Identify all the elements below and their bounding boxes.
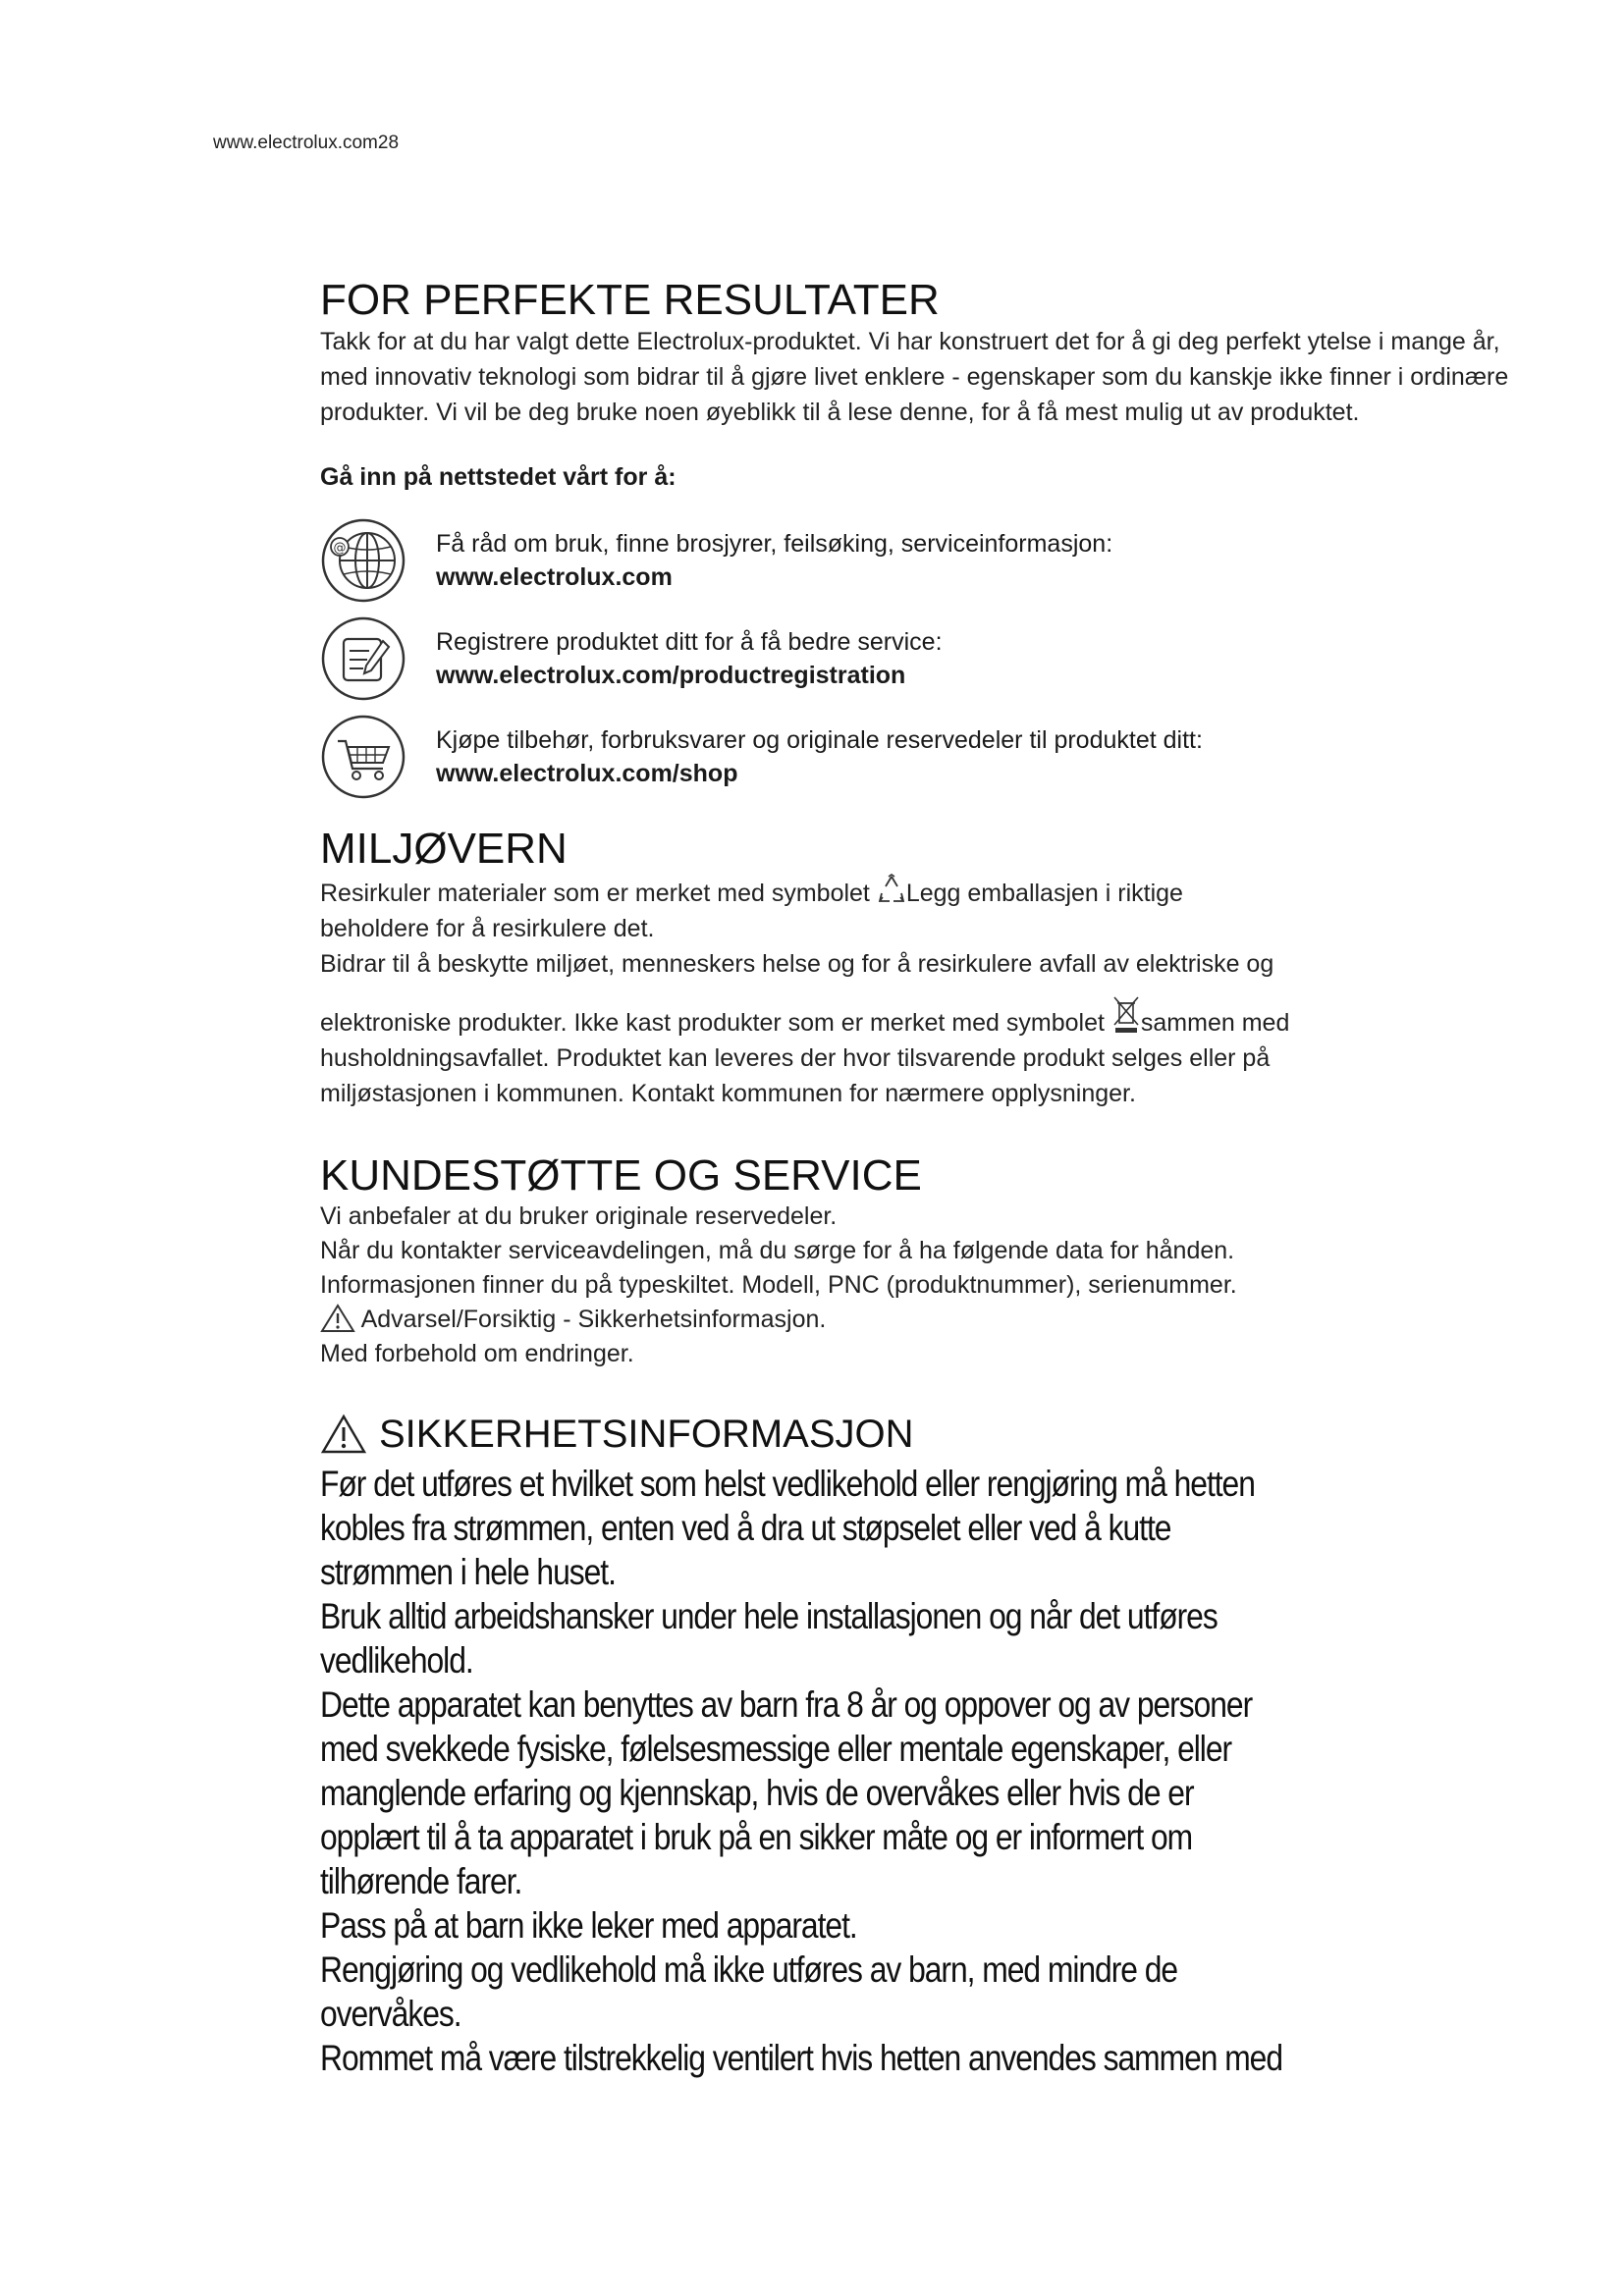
website-link[interactable]: www.electrolux.com <box>436 563 673 592</box>
safety-text <box>320 1462 1528 2080</box>
section-title: KUNDESTØTTE OG SERVICE <box>320 1150 922 1200</box>
environment-text: Legg emballasjen i riktige <box>905 879 1183 907</box>
safety-line: Pass på at barn ikke leker med apparatet. <box>320 1905 857 1947</box>
document-content <box>320 277 1528 2080</box>
section-title: FOR PERFEKTE RESULTATER <box>320 276 940 324</box>
environment-text: miljøstasjonen i kommunen. Kontakt kommunen for nærmere opplysninger. <box>320 1079 1136 1107</box>
safety-title-text: SIKKERHETSINFORMASJON <box>379 1413 914 1457</box>
service-text: Vi anbefaler at du bruker originale reservedeler. <box>320 1202 838 1231</box>
service-text: Med forbehold om endringer. <box>320 1340 634 1368</box>
safety-line: Rengjøring og vedlikehold må ikke utføres av barn, med mindre de <box>320 1949 1178 1991</box>
environment-text: elektroniske produkter. Ikke kast produkter som er merket med symbolet <box>320 1008 1105 1037</box>
website-item-registration <box>320 615 1528 702</box>
safety-line: opplært til å ta apparatet i bruk på en sikker måte og er informert om <box>320 1817 1193 1858</box>
safety-line: kobles fra strømmen, enten ved å dra ut støpselet eller ved å kutte <box>320 1508 1171 1549</box>
warning-triangle-icon <box>320 1304 355 1333</box>
section-title: MILJØVERN <box>320 825 568 874</box>
safety-line: manglende erfaring og kjennskap, hvis de overvåkes eller hvis de er <box>320 1773 1194 1814</box>
safety-line: med svekkede fysiske, følelsesmessige eller mentale egenskaper, eller <box>320 1729 1232 1770</box>
section-miljovern <box>320 826 1528 1110</box>
website-item-description: Få råd om bruk, finne brosjyrer, feilsøking, serviceinformasjon: <box>436 530 1113 559</box>
service-text: Informasjonen finner du på typeskiltet. Modell, PNC (produktnummer), serienummer. <box>320 1271 1237 1300</box>
website-item-description: Kjøpe tilbehør, forbruksvarer og originale reservedeler til produktet ditt: <box>436 726 1203 755</box>
environment-paragraph <box>320 874 1528 1111</box>
warning-triangle-icon <box>320 1414 367 1455</box>
safety-line: Dette apparatet kan benyttes av barn fra 8 år og oppover og av personer <box>320 1684 1253 1726</box>
service-text: Når du kontakter serviceavdelingen, må du sørge for å ha følgende data for hånden. <box>320 1237 1235 1265</box>
section-sikkerhetsinformasjon <box>320 1411 1528 2080</box>
environment-text: Bidrar til å beskytte miljøet, menneskers helse og for å resirkulere avfall av elektriske og <box>320 949 1274 978</box>
website-item-description: Registrere produktet ditt for å få bedre service: <box>436 628 943 657</box>
intro-paragraph: Takk for at du har valgt dette Electrolux-produktet. Vi har konstruert det for å gi deg perfekt ytelse i mange år, med innovativ teknologi som bidrar til å gjøre livet enklere - egenskaper som du kanskje ikke finner i ordinære produkter. Vi vil be deg bruke noen øyeblikk til å lese denne, for å få mest mulig ut av produktet. <box>320 328 1509 427</box>
website-item-shop <box>320 714 1528 800</box>
safety-line: Bruk alltid arbeidshansker under hele installasjonen og når det utføres <box>320 1596 1218 1637</box>
environment-text: sammen med <box>1140 1008 1290 1037</box>
registration-icon <box>320 615 406 702</box>
service-paragraph <box>320 1200 1528 1371</box>
website-link[interactable]: www.electrolux.com/shop <box>436 760 738 788</box>
website-item-support <box>320 517 1528 604</box>
section-perfekte-resultater <box>320 277 1528 800</box>
globe-icon <box>320 517 406 604</box>
shopping-cart-icon <box>320 714 406 800</box>
environment-text: Resirkuler materialer som er merket med symbolet <box>320 879 870 907</box>
website-subheading: Gå inn på nettstedet vårt for å: <box>320 463 677 492</box>
safety-line: tilhørende farer. <box>320 1861 522 1902</box>
section-kundestotte <box>320 1152 1528 1371</box>
warning-text: Advarsel/Forsiktig - Sikkerhetsinformasjon. <box>360 1306 827 1334</box>
page-reference: www.electrolux.com28 <box>213 133 400 153</box>
environment-text: beholdere for å resirkulere det. <box>320 914 655 942</box>
safety-line: vedlikehold. <box>320 1640 473 1682</box>
svg-text:@: @ <box>333 541 347 557</box>
environment-text: husholdningsavfallet. Produktet kan leveres der hvor tilsvarende produkt selges eller på <box>320 1043 1271 1072</box>
weee-bin-icon <box>1111 995 1141 1035</box>
safety-line: strømmen i hele huset. <box>320 1552 616 1593</box>
recycle-icon <box>877 874 906 907</box>
website-link[interactable]: www.electrolux.com/productregistration <box>436 662 906 690</box>
safety-line: Før det utføres et hvilket som helst vedlikehold eller rengjøring må hetten <box>320 1464 1255 1505</box>
safety-title <box>320 1411 1528 1458</box>
safety-line: overvåkes. <box>320 1994 461 2035</box>
safety-line: Rommet må være tilstrekkelig ventilert hvis hetten anvendes sammen med <box>320 2038 1283 2079</box>
